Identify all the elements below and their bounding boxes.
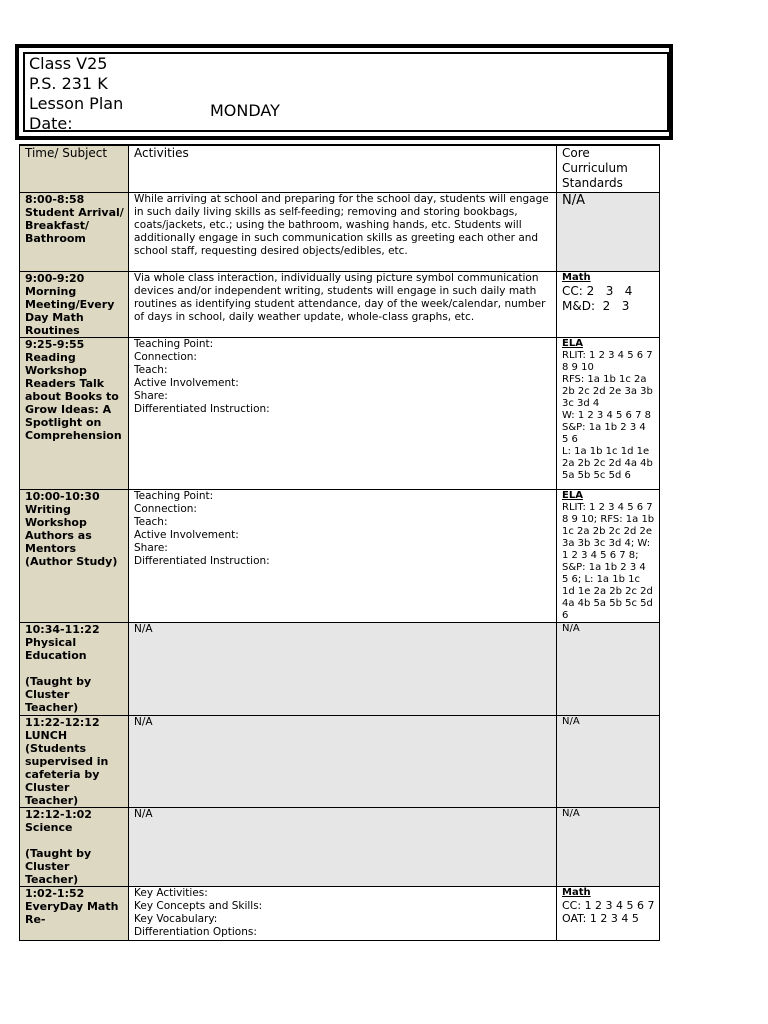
activities-cell: N/A: [129, 715, 557, 807]
time-subject-note: (Taught by Cluster Teacher): [25, 674, 96, 714]
time-subject-cell: 9:00-9:20 Morning Meeting/Every Day Math Routines: [20, 271, 129, 337]
time-subject-cell: 11:22-12:12 LUNCH (Students supervised in cafeteria by Cluster Teacher): [20, 715, 129, 807]
standards-cell: N/A: [557, 192, 660, 271]
column-header-standards: Core Curriculum Standards: [557, 145, 660, 192]
class-name: Class V25: [29, 54, 108, 73]
standards-subject: ELA: [562, 489, 583, 501]
key-vocabulary-label: Key Vocabulary:: [134, 912, 218, 925]
key-concepts-label: Key Concepts and Skills:: [134, 899, 263, 912]
differentiated-instruction-label: Differentiated Instruction:: [134, 554, 270, 567]
header-inner-box: [23, 52, 669, 132]
table-row: [20, 807, 660, 886]
lesson-plan-table: [19, 144, 660, 941]
time-subject-main: 12:12-1:02 Science: [25, 807, 96, 834]
standards-line: OAT: 1 2 3 4 5: [562, 911, 639, 925]
activities-cell: N/A: [129, 807, 557, 886]
standards-subject: ELA: [562, 337, 583, 349]
activities-cell: [129, 886, 557, 940]
time-subject-cell: 9:25-9:55 Reading Workshop Readers Talk about Books to Grow Ideas: A Spotlight on Comprehension: [20, 337, 129, 489]
standards-list: RLIT: 1 2 3 4 5 6 7 8 9 10; RFS: 1a 1b 1c 2a 2b 2c 2d 2e 3a 3b 3c 3d 4; W: 1 2 3 4 5 6 7 8; S&P: 1a 1b 2 3 4 5 6; L: 1a 1b 1c 1d 1e 2a 2b 2c 2d 4a 4b 5a 5b 5c 5d 6: [562, 501, 658, 621]
standards-cell: N/A: [557, 807, 660, 886]
teach-label: Teach:: [134, 515, 168, 528]
school-name: P.S. 231 K: [29, 74, 108, 93]
date-label: Date:: [29, 114, 73, 133]
standards-cell: N/A: [557, 622, 660, 715]
teaching-point-label: Teaching Point:: [134, 337, 214, 350]
differentiated-instruction-label: Differentiated Instruction:: [134, 402, 270, 415]
activities-cell: N/A: [129, 622, 557, 715]
time-subject-note: (Taught by Cluster Teacher): [25, 846, 96, 886]
column-header-activities: Activities: [129, 145, 557, 192]
header-box: [15, 44, 673, 140]
teach-label: Teach:: [134, 363, 168, 376]
standards-cell: [557, 337, 660, 489]
share-label: Share:: [134, 389, 168, 402]
table-row: [20, 886, 660, 940]
time-subject-cell: 1:02-1:52 EveryDay Math Re-: [20, 886, 129, 940]
connection-label: Connection:: [134, 350, 197, 363]
table-row: [20, 715, 660, 807]
table-row: [20, 271, 660, 337]
activities-cell: While arriving at school and preparing for the school day, students will engage in such daily living skills as self-feeding; removing and storing bookbags, coats/jackets, etc.; using the bathroom, washing hands, etc. Students will additionally engage in such communication skills as greeting each other and school staff, requesting desired objects/edibles, etc.: [129, 192, 557, 271]
table-row: [20, 337, 660, 489]
time-subject-cell: 8:00-8:58 Student Arrival/ Breakfast/ Bathroom: [20, 192, 129, 271]
standards-subject: Math: [562, 886, 591, 898]
share-label: Share:: [134, 541, 168, 554]
differentiation-options-label: Differentiation Options:: [134, 925, 257, 938]
standards-line: CC: 1 2 3 4 5 6 7: [562, 898, 655, 912]
time-subject-cell: [20, 807, 129, 886]
table-header-row: [20, 145, 660, 192]
time-subject-cell: 10:00-10:30 Writing Workshop Authors as Mentors (Author Study): [20, 489, 129, 622]
standards-cell: N/A: [557, 715, 660, 807]
time-subject-main: 10:34-11:22 Physical Education: [25, 622, 104, 662]
activities-cell: Via whole class interaction, individually using picture symbol communication devices and/or independent writing, students will engage in such daily math routines as identifying student attendance, day of the week/calendar, number of days in school, daily weather update, whole-class graphs, etc.: [129, 271, 557, 337]
table-row: [20, 489, 660, 622]
lesson-plan-label: Lesson Plan: [29, 94, 124, 113]
standards-cell: [557, 489, 660, 622]
key-activities-label: Key Activities:: [134, 886, 208, 899]
table-row: [20, 192, 660, 271]
connection-label: Connection:: [134, 502, 197, 515]
teaching-point-label: Teaching Point:: [134, 489, 214, 502]
activities-cell: [129, 489, 557, 622]
standards-cell: [557, 271, 660, 337]
activities-cell: [129, 337, 557, 489]
standards-line: M&D: 2 3: [562, 298, 630, 313]
active-involvement-label: Active Involvement:: [134, 376, 239, 389]
standards-subject: Math: [562, 271, 591, 283]
time-subject-cell: [20, 622, 129, 715]
standards-list: RLIT: 1 2 3 4 5 6 7 8 9 10 RFS: 1a 1b 1c 2a 2b 2c 2d 2e 3a 3b 3c 3d 4 W: 1 2 3 4 5 6 7 8 S&P: 1a 1b 2 3 4 5 6 L: 1a 1b 1c 1d 1e 2a 2b 2c 2d 4a 4b 5a 5b 5c 5d 6: [562, 349, 653, 481]
column-header-time: Time/ Subject: [20, 145, 129, 192]
table-row: [20, 622, 660, 715]
day-label: MONDAY: [210, 101, 280, 120]
standards-line: CC: 2 3 4: [562, 283, 633, 298]
standards-cell: [557, 886, 660, 940]
active-involvement-label: Active Involvement:: [134, 528, 239, 541]
